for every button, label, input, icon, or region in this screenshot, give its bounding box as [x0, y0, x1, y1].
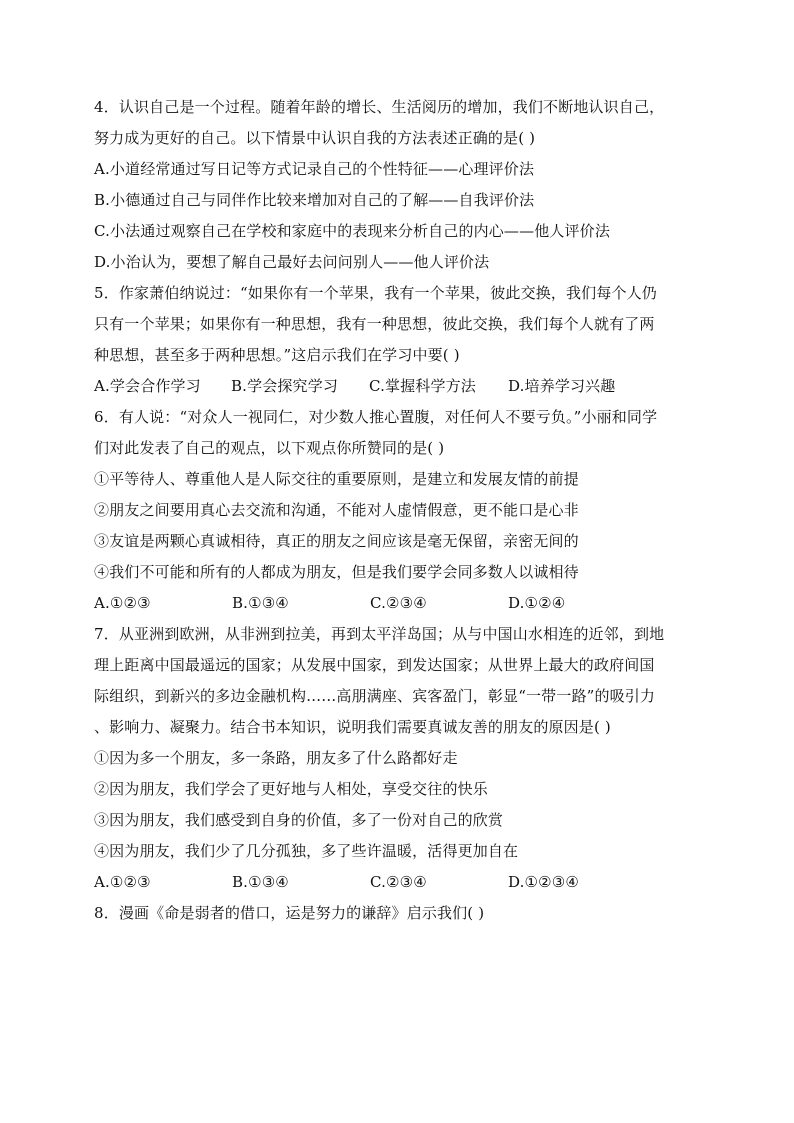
- statement-4: ④因为朋友，我们少了几分孤独，多了些许温暖，活得更加自在: [94, 842, 519, 860]
- question-stem-line: 种思想，甚至多于两种思想。”这启示我们在学习中要( ): [94, 346, 460, 364]
- statement-1: ①因为多一个朋友，多一条路，朋友多了什么路都好走: [94, 749, 458, 767]
- question-stem-line: 、影响力、凝聚力。结合书本知识，说明我们需要真诚友善的朋友的原因是( ): [94, 718, 611, 736]
- option-b: B.学会探究学习: [231, 377, 338, 395]
- options-row: [94, 588, 704, 619]
- question-stem-line: 5．作家萧伯纳说过：“如果你有一个苹果，我有一个苹果，彼此交换，我们每个人仍: [94, 284, 657, 302]
- option-d: D.小治认为，要想了解自己最好去问问别人——他人评价法: [94, 253, 490, 271]
- option-a: A.①②③: [94, 873, 151, 891]
- option-d: D.培养学习兴趣: [508, 377, 616, 395]
- statement-2: ②因为朋友，我们学会了更好地与人相处，享受交往的快乐: [94, 780, 488, 798]
- question-stem-line: 6．有人说：“对众人一视同仁，对少数人推心置腹，对任何人不要亏负。”小丽和同学: [94, 408, 658, 426]
- question-stem-line: 际组织，到新兴的多边金融机构……高朋满座、宾客盈门，彰显“一带一路”的吸引力: [94, 687, 656, 705]
- statement-1: ①平等待人、尊重他人是人际交往的重要原则，是建立和发展友情的前提: [94, 470, 579, 488]
- question-6: [94, 402, 704, 619]
- question-stem-line: 7．从亚洲到欧洲，从非洲到拉美，再到太平洋岛国；从与中国山水相连的近邻，到地: [94, 625, 665, 643]
- question-7: [94, 619, 704, 898]
- question-8: [94, 898, 704, 929]
- question-stem-line: 只有一个苹果；如果你有一种思想，我有一种思想，彼此交换，我们每个人就有了两: [94, 315, 655, 333]
- option-d: D.①②③④: [508, 873, 579, 891]
- option-b: B.①③④: [232, 594, 289, 612]
- question-stem-line: 们对此发表了自己的观点，以下观点你所赞同的是( ): [94, 439, 445, 457]
- question-stem-line: 8．漫画《命是弱者的借口，运是努力的谦辞》启示我们( ): [94, 904, 485, 922]
- option-d: D.①②④: [508, 594, 566, 612]
- statement-3: ③因为朋友，我们感受到自身的价值，多了一份对自己的欣赏: [94, 811, 504, 829]
- question-stem-line: 理上距离中国最遥远的国家；从发展中国家，到发达国家；从世界上最大的政府间国: [94, 656, 655, 674]
- options-row: [94, 867, 704, 898]
- question-stem-line: 努力成为更好的自己。以下情景中认识自我的方法表述正确的是( ): [94, 129, 536, 147]
- option-a: A.学会合作学习: [94, 377, 201, 395]
- option-c: C.②③④: [370, 594, 427, 612]
- option-a: A.小道经常通过写日记等方式记录自己的个性特征——心理评价法: [94, 160, 535, 178]
- option-b: B.小德通过自己与同伴作比较来增加对自己的了解——自我评价法: [94, 191, 535, 209]
- option-b: B.①③④: [232, 873, 289, 891]
- option-c: C.掌握科学方法: [369, 377, 476, 395]
- document-page: [94, 92, 704, 929]
- options-row: [94, 371, 704, 402]
- option-c: C.②③④: [370, 873, 427, 891]
- question-stem-line: 4．认识自己是一个过程。随着年龄的增长、生活阅历的增加，我们不断地认识自己，: [94, 98, 665, 116]
- statement-2: ②朋友之间要用真心去交流和沟通，不能对人虚情假意，更不能口是心非: [94, 501, 579, 519]
- option-c: C.小法通过观察自己在学校和家庭中的表现来分析自己的内心——他人评价法: [94, 222, 610, 240]
- option-a: A.①②③: [94, 594, 151, 612]
- statement-3: ③友谊是两颗心真诚相待，真正的朋友之间应该是毫无保留，亲密无间的: [94, 532, 579, 550]
- question-4: [94, 92, 704, 278]
- question-5: [94, 278, 704, 402]
- statement-4: ④我们不可能和所有的人都成为朋友，但是我们要学会同多数人以诚相待: [94, 563, 579, 581]
